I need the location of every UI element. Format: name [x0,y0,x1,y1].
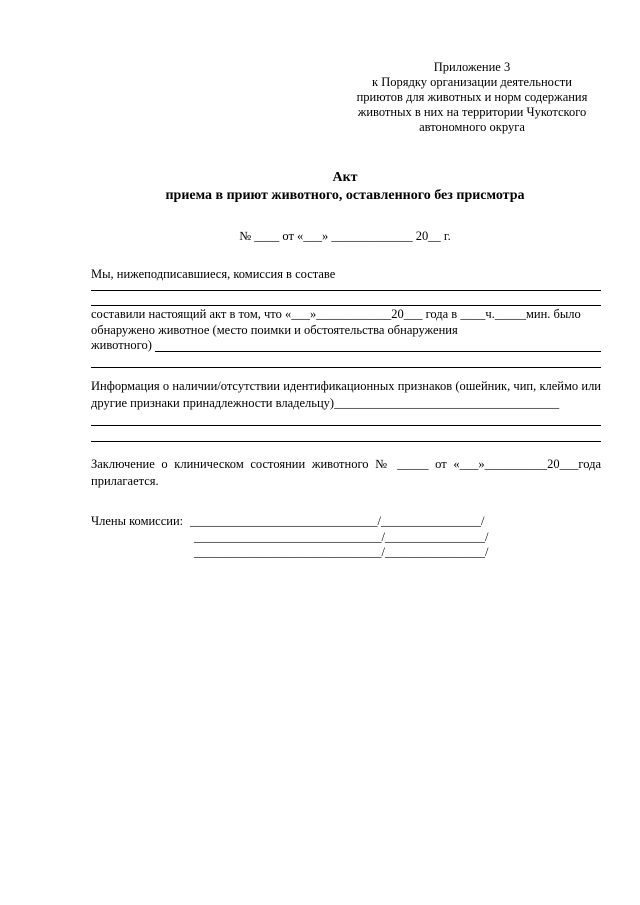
appendix-line-4: животных в них на территории Чукотского [357,105,587,119]
blank-line-identification-2 [91,441,601,442]
appendix-header [332,60,612,135]
commission-intro: Мы, нижеподписавшиеся, комиссия в составе [91,267,336,281]
clinical-conclusion: Заключение о клиническом состоянии животного № _____ от «___»__________20___года прилагается. [91,457,601,488]
blank-line-place-2 [91,367,601,368]
member-signature-line-1: ______________________________/________________/ [190,514,485,528]
blank-line-commission-1 [91,290,601,291]
blank-line-commission-2 [91,305,601,306]
document-subtitle: приема в приют животного, оставленного без присмотра [165,188,525,203]
identification-info: Информация о наличии/отсутствии идентификационных признаков (ошейник, чип, клеймо или другие признаки принадлежности владельцу)____________________________________ [91,379,601,410]
blank-line-place [155,351,601,352]
act-statement-line-3: животного) [91,338,152,352]
blank-line-identification-1 [91,425,601,426]
appendix-line-2: к Порядку организации деятельности [372,75,572,89]
document-title: Акт [332,170,358,185]
appendix-line-3: приютов для животных и норм содержания [356,90,588,104]
act-number-date-line: № ____ от «___» _____________ 20__ г. [239,229,451,243]
act-statement-line-2: обнаружено животное (место поимки и обстоятельства обнаружения [91,323,458,337]
act-statement-line-1: составили настоящий акт в том, что «___»____________20___ года в ____ч._____мин. было [91,307,581,321]
commission-members-label: Члены комиссии: [91,514,184,528]
appendix-line-5: автономного округа [419,120,525,134]
appendix-line-1: Приложение 3 [433,60,511,74]
member-signature-line-2: ______________________________/________________/ [194,530,489,544]
member-signature-line-3: ______________________________/________________/ [194,545,489,559]
